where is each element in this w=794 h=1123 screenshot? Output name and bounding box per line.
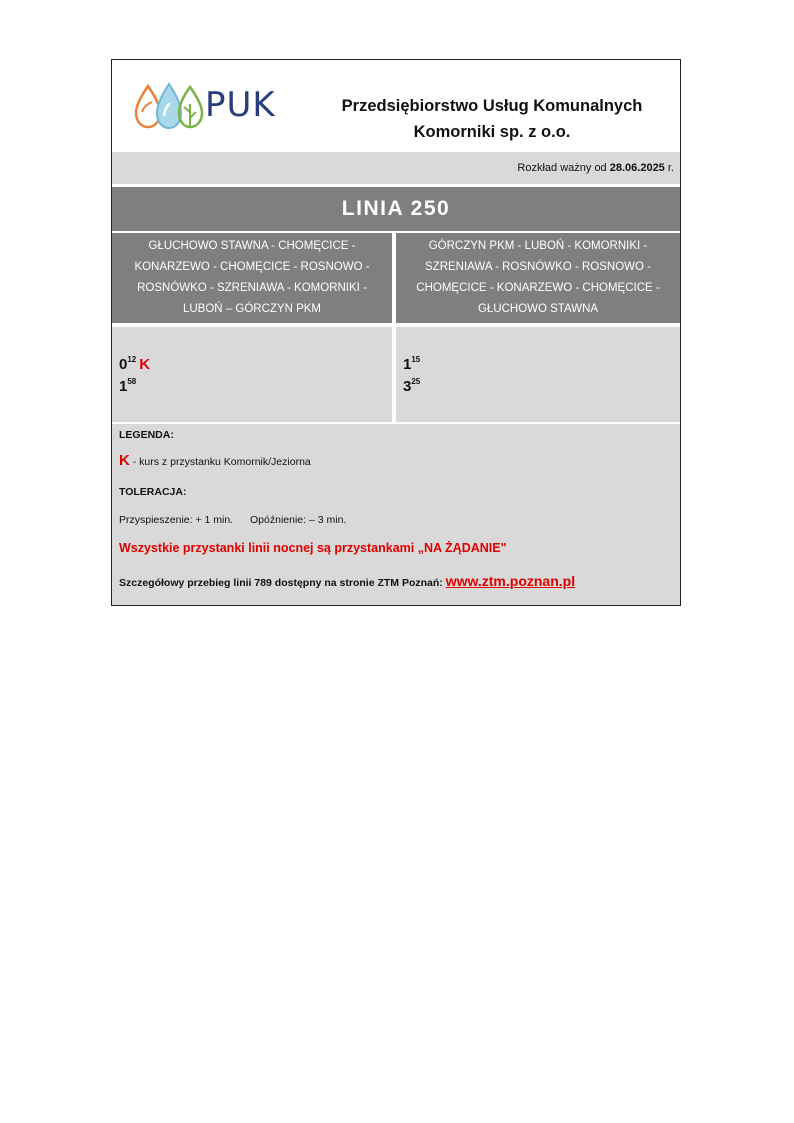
validity-label: Rozkład ważny od	[517, 162, 607, 174]
on-demand-notice: Wszystkie przystanki linii nocnej są przystankami „NA ŻĄDANIE"	[119, 541, 507, 555]
ztm-link[interactable]: www.ztm.poznan.pl	[445, 573, 576, 589]
schedule-direction-2	[396, 327, 680, 422]
legend-heading: LEGENDA:	[119, 429, 174, 441]
legend-k-text: - kurs z przystanku Komornik/Jeziorna	[132, 456, 311, 468]
departure-time: $1^{58}$	[119, 377, 137, 395]
route-direction-2	[396, 233, 680, 323]
tolerance-values	[119, 514, 346, 526]
route-line: GŁUCHOWO STAWNA - CHOMĘCICE -	[148, 240, 356, 252]
drops-icon	[134, 82, 204, 132]
schedule-direction-1	[112, 327, 392, 422]
route-line: ROSNÓWKO - SZRENIAWA - KOMORNIKI -	[137, 282, 367, 294]
route-direction-1	[112, 233, 392, 323]
route-line: KONARZEWO - CHOMĘCICE - ROSNOWO -	[134, 261, 370, 273]
company-name	[307, 93, 677, 145]
details-notice	[119, 573, 575, 589]
departure-time: $1^{15}$	[403, 355, 421, 373]
tolerance-early: Przyspieszenie: + 1 min.	[119, 514, 234, 526]
header	[112, 60, 680, 152]
logo-text: PUK	[205, 85, 276, 125]
route-line: SZRENIAWA - ROSNÓWKO - ROSNOWO -	[425, 261, 651, 273]
validity-suffix: r.	[667, 162, 674, 174]
route-line: GŁUCHOWO STAWNA	[477, 303, 599, 315]
k-mark: K	[139, 356, 151, 373]
departure-time: $0^{12}$ K	[119, 355, 151, 373]
legend-k-entry	[119, 452, 311, 469]
company-name-line1: Przedsiębiorstwo Usług Komunalnych	[341, 97, 643, 115]
tolerance-heading: TOLERACJA:	[119, 486, 187, 498]
legend-panel	[112, 424, 680, 605]
validity-date: 28.06.2025	[609, 162, 665, 174]
timetable-sheet	[111, 59, 681, 606]
route-line: LUBOŃ – GÓRCZYN PKM	[182, 303, 322, 315]
details-text: Szczegółowy przebieg linii 789 dostępny na stronie ZTM Poznań:	[119, 577, 443, 589]
line-title: LINIA 250	[112, 187, 680, 231]
validity-bar	[112, 152, 680, 184]
company-name-line2: Komorniki sp. z o.o.	[413, 123, 571, 141]
departure-time: $3^{25}$	[403, 377, 421, 395]
route-line: GÓRCZYN PKM - LUBOŃ - KOMORNIKI -	[428, 240, 648, 252]
company-logo	[134, 82, 294, 132]
legend-k-symbol: K	[119, 452, 130, 469]
route-line: CHOMĘCICE - KONARZEWO - CHOMĘCICE -	[416, 282, 660, 294]
tolerance-late: Opóźnienie: – 3 min.	[250, 514, 347, 526]
